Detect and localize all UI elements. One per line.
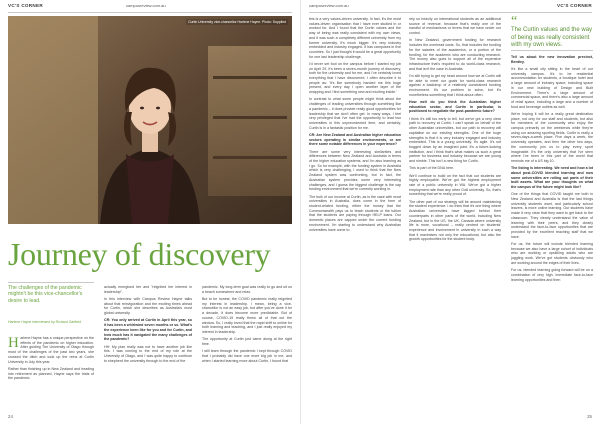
- paragraph: We're hoping it will be a really great destination place, not only for our staff and students, but also for members of the community who enjoy the campus primarily on the weekends while they're using our amazing sporting fields. Curtin is really a seven-days-a-week place. Five days a week, the university operates, and then the other two days, the community join us to play every sport imaginable. It's the only university that I've seen where I've been in this part of the world that reminds me of a US big 10.: [511, 111, 593, 163]
- website-label: campusreview.com.au: [309, 3, 349, 8]
- article-title: Journey of discovery: [8, 236, 271, 272]
- paragraph: rely so heavily on international students as an additional source of revenue, because that's really one of the handful of mechanisms or levers that we have under our control.: [409, 17, 501, 36]
- paragraph: One of the things that COVID taught me both in New Zealand and Australia is that the last things university students want, and particularly school leavers, is more online learning. Our students have made it very clear that they want to get back to the classroom. They clearly understand the value of learning with their peers, and they clearly understand the face-to-face opportunities that are provided by the excellent teaching staff that we have.: [511, 192, 593, 239]
- column-2: [104, 285, 192, 412]
- paragraph: Rather than finishing up in New Zealand and heading into retirement as planned, Hayne says the trials of the pandemic: [8, 366, 94, 381]
- paragraph: I'm still trying to get my head around how we at Curtin will be able to meet our goals for world-class research against a backdrop of a relatively constrained funding environment. It's our problem to solve, but it's nonetheless something that I think about often.: [409, 73, 501, 97]
- paragraph: In New Zealand, government funding for research includes the overhead costs. So, that includes the funding for the salaries of the academics, or a portion of the funding, for the academic who are conducting research. The money also goes to support all of the expensive infrastructure that's required to do world-class research, and that isn't the case in Australia.: [409, 38, 501, 71]
- pull-quote: [511, 14, 593, 50]
- paragraph: For us, the future will include blended learning because we also have a large cohort of individuals who are working or upskilling adults who are juggling work. We've got students obviously who are working around the edges of their lives.: [511, 241, 593, 265]
- right-page: [300, 0, 600, 424]
- pull-quote-text: The Curtin values and the way of being was really consistent with my own views.: [511, 27, 593, 49]
- website-label: campusreview.com.au: [126, 3, 166, 8]
- portrait-photo: [8, 16, 292, 224]
- column-3: [202, 285, 292, 412]
- question: CR: Are New Zealand and Australian higher education sectors operating in similar environments, or are there some notable differences in your experience?: [309, 132, 401, 147]
- paragraph: this is a very values-driven university. In fact, it's the most values-driven organisation that I have ever studied in or worked for. And I found that the Curtin values and the way of being was really consistent with my own views, and it was such a completely different university from my former university. It's much bigger. It's very industry embedded and industry engaged. It has campuses in five countries. So I just thought it would be a great opportunity for one last leadership challenge.: [309, 17, 401, 59]
- photo-caption: Curtin University vice-chancellor Harlene Hayne. Photo: Supplied: [188, 20, 286, 24]
- column-5: [409, 17, 501, 411]
- question: The listing is interesting. We need and how a lot about post-COVID blended learning and now some universities are rolling out parts of their built assets. What are your thoughts on what the campus of the future might look like?: [511, 166, 593, 190]
- page-header: [8, 3, 292, 13]
- paragraph: The opportunity at Curtin just came along at the right time.: [202, 337, 292, 346]
- standfirst: The challenges of the pandemic mightn't be this vice-chancellor's desire to lead.: [8, 285, 83, 304]
- question: CR: You only arrived at Curtin in April this year, so it has been a whirlwind seven months or so. What's the experience been like for you and for Curtin, and how much has it navigated the many challenges of the pandemic?: [104, 318, 192, 342]
- page-header: [309, 3, 592, 13]
- section-label: VC'S CORNER: [556, 3, 592, 8]
- paragraph: The bulk of our income at Curtin, as is the case with most universities in Australia, does come in the form of student-related funding, either the money that the Commonwealth pays us to teach students or the tuition that the students are paying through HELP loans. Our domestic places are capped under the current funding environment. I'm starting to understand why Australian universities have come to: [309, 194, 401, 232]
- portrait-illustration: [8, 16, 292, 224]
- paragraph: It's like a small city sitting in the heart of our university campus. It's to be residential accommodation for students, a boutique hotel and a large amount of industry space, including space in our new building of Design and Built Environment. There's a large amount of commercial space, and there's also a large amount of retail space, including a large and a number of food and beverage outlets as well.: [511, 67, 593, 109]
- paragraph: For us, blended learning going forward will be on a combination of very high, immediate face-to-face learning opportunities and then: [511, 268, 593, 282]
- question: Tell us about the new innovation precinct, Bentley.: [511, 55, 593, 64]
- divider: [511, 50, 593, 51]
- paragraph: There are some very interesting similarities and differences between New Zealand and Australia in terms of the higher education systems, and I'm also learning as I go. So for example, with the funding system in Australia which is very challenging, I used to think that the New Zealand system was confronting, but in fact, the Australian system provides some very interesting challenges, and I guess the biggest challenge is the cap funding environment that we're currently working in.: [309, 149, 401, 192]
- paragraph: pandemic. My long-term goal was really to go and sit on a beach somewhere and relax.: [202, 285, 292, 294]
- paragraph: I still learn through the pandemic I kept through COVID that I probably did have one more big job in me, and when I started learning more about Curtin, I found that: [202, 349, 292, 363]
- paragraph: We'll continue to build on the fact that our students are highly employable. We've got the highest employment rate of a public university in WA. We've got a higher employment rate than any other Go8 university. So, that's something that we're really proud of.: [409, 173, 501, 197]
- paragraph: The other part of our strategy will be around maintaining the student experience. I do think that it's one thing where Australian universities have lagged behind their counterparts in other parts of the world, including New Zealand, but in the US, the UK, Canada where university life is more, vocational – really centred on students' experience and involvement in university in such a way that it maximises not only the educational, but also the growth opportunities for the student body.: [409, 199, 501, 242]
- paragraph: In this interview with Campus Review Hayne talks about that reinvigoration and the exciting times ahead for Curtin, which she describes as Australia's most global university.: [104, 297, 192, 316]
- byline: Harlene Hayne interviewed by Richard Garfield: [8, 320, 81, 324]
- paragraph: I'd never set foot on the campus before I started my job on April 29. It's been a seven-month journey of discovery, both for the university and for me, and I've certainly loved everything that I have discovered. I often describe it to people as: 'It's like somebody handed me this huge present, and every day I open another layer of the wrapping and I find something new and exciting inside.': [309, 61, 401, 95]
- paragraph: But to be honest, the COVID pandemic really reignited my interest in leadership. I mean, being a vice-chancellor is not an easy job, but after you've done it for a decade, it does become more predictable. But of course, COVID-19 really threw all of that out the window. So, I really loved that the rapid shift to online for both learning and teaching, and I just really enjoyed my interest in leadership.: [202, 297, 292, 334]
- paragraph: arlene Hayne has a unique perspective on the effects of the pandemic on higher education. After guiding The University of Otago through most of the challenges of the past two years, she crossed the ditch and took up the reins at Curtin University in July this year.: [8, 336, 94, 364]
- paragraph: This is part of the DNA here.: [409, 166, 455, 171]
- paragraph: In contrast to what some people might think about the challenges of leading universities through something like a pandemic – it does provide really good opportunities for leadership that we don't often get. In many ways, I feel very privileged that I've had the opportunity to lead two universities in this unprecedented time, and certainly, Curtin is in a fantastic position for me.: [309, 97, 401, 130]
- column-1: [8, 336, 94, 412]
- drop-cap: H: [8, 336, 19, 351]
- paragraph: HH: My plan really was not to have another job like this. I was coming to the end of my role at the University of Otago, and I was quite happy to continue to shepherd the university through to the end of the: [104, 344, 192, 363]
- paragraph: I think it's still too early to tell, but we've got a very clear path to recovery at Curtin. I can't speak on behalf of the other Australian universities, but our path to recovery will capitalise on our existing strengths. One of the huge strengths is that it is very industry engaged and industry embedded. This is a young university. It's agile. It's not bogged down by an imagined past. It's a future-looking institution, and I think that's what makes us such a great partner for business and industry because we are young and nimble. This isn't a new thing for Curtin.: [409, 116, 501, 164]
- column-4: [309, 17, 401, 411]
- page-number-left: 24: [8, 414, 13, 419]
- question: How well do you think the Australian higher education sector, and Curtin in particular, is positioned to negotiate the post-pandemic future?: [409, 100, 501, 114]
- quote-mark-icon: “: [511, 14, 518, 29]
- column-6: [511, 55, 593, 411]
- divider: [8, 282, 94, 283]
- paragraph: actually energised her and "reignited her interest in leadership".: [104, 285, 192, 294]
- page-number-right: 25: [587, 414, 592, 419]
- section-label: VC'S CORNER: [8, 3, 44, 8]
